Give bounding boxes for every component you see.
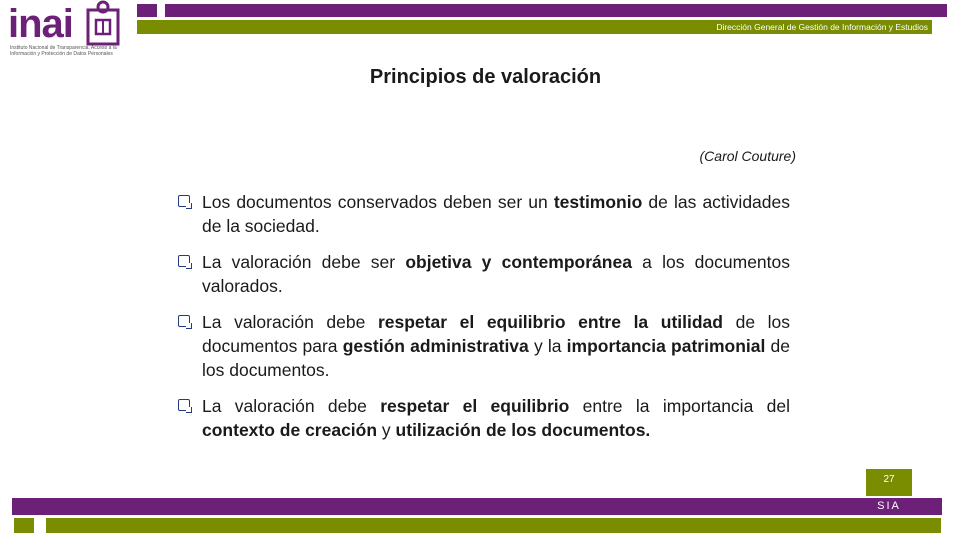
bullet-emphasis-text: utilización de los documentos. <box>395 420 651 440</box>
bullet-emphasis-text: respetar el equilibrio entre la utilidad <box>377 312 723 332</box>
bullet-item <box>178 190 790 238</box>
bullet-text: de los documentos. <box>202 336 790 380</box>
slide-author: (Carol Couture) <box>699 148 796 164</box>
bullet-text: de los documentos para <box>202 312 791 356</box>
bullet-text: La valoración debe <box>202 312 378 332</box>
bullet-list <box>178 190 790 454</box>
inai-logo-subtitle: Instituto Nacional de Transparencia, Acceso a la Información y Protección de Datos Personales <box>10 45 117 57</box>
bullet-emphasis-text: respetar el equilibrio <box>380 396 570 416</box>
bullet-emphasis-text: contexto de creación <box>202 420 378 440</box>
footer-purple-bar <box>12 498 942 515</box>
sia-brand: SIA <box>866 499 912 514</box>
checkbox-bullet-icon <box>178 255 190 267</box>
bullet-emphasis-text: importancia patrimonial <box>566 336 766 356</box>
bullet-text: La valoración debe <box>202 396 381 416</box>
page-number: 27 <box>866 469 912 496</box>
bullet-emphasis-text: gestión administrativa <box>342 336 529 356</box>
slide-title: Principios de valoración <box>369 66 602 88</box>
header-accent-square <box>137 4 157 17</box>
bullet-text: a los documentos valorados. <box>202 252 791 296</box>
inai-logo-wordmark: inai <box>8 2 73 46</box>
header-purple-bar <box>165 4 947 17</box>
bullet-emphasis-text: testimonio <box>553 192 643 212</box>
bullet-text: Los documentos conservados deben ser un <box>202 192 554 212</box>
bullet-text: La valoración debe ser <box>202 252 406 272</box>
inai-logo-icon <box>86 0 120 46</box>
bullet-item <box>178 250 790 298</box>
bullet-item <box>178 310 790 382</box>
bullet-text: de las actividades de la sociedad. <box>202 192 790 236</box>
bullet-text: entre la importancia del <box>569 396 791 416</box>
checkbox-bullet-icon <box>178 399 190 411</box>
bullet-text: y la <box>528 336 567 356</box>
header-department-text: Dirección General de Gestión de Información y Estudios <box>716 22 928 32</box>
checkbox-bullet-icon <box>178 315 190 327</box>
bullet-emphasis-text: objetiva y contemporánea <box>405 252 632 272</box>
footer-green-bar <box>46 518 941 533</box>
checkbox-bullet-icon <box>178 195 190 207</box>
footer-accent-square <box>14 518 34 533</box>
bullet-text: y <box>377 420 396 440</box>
bullet-item <box>178 394 790 442</box>
